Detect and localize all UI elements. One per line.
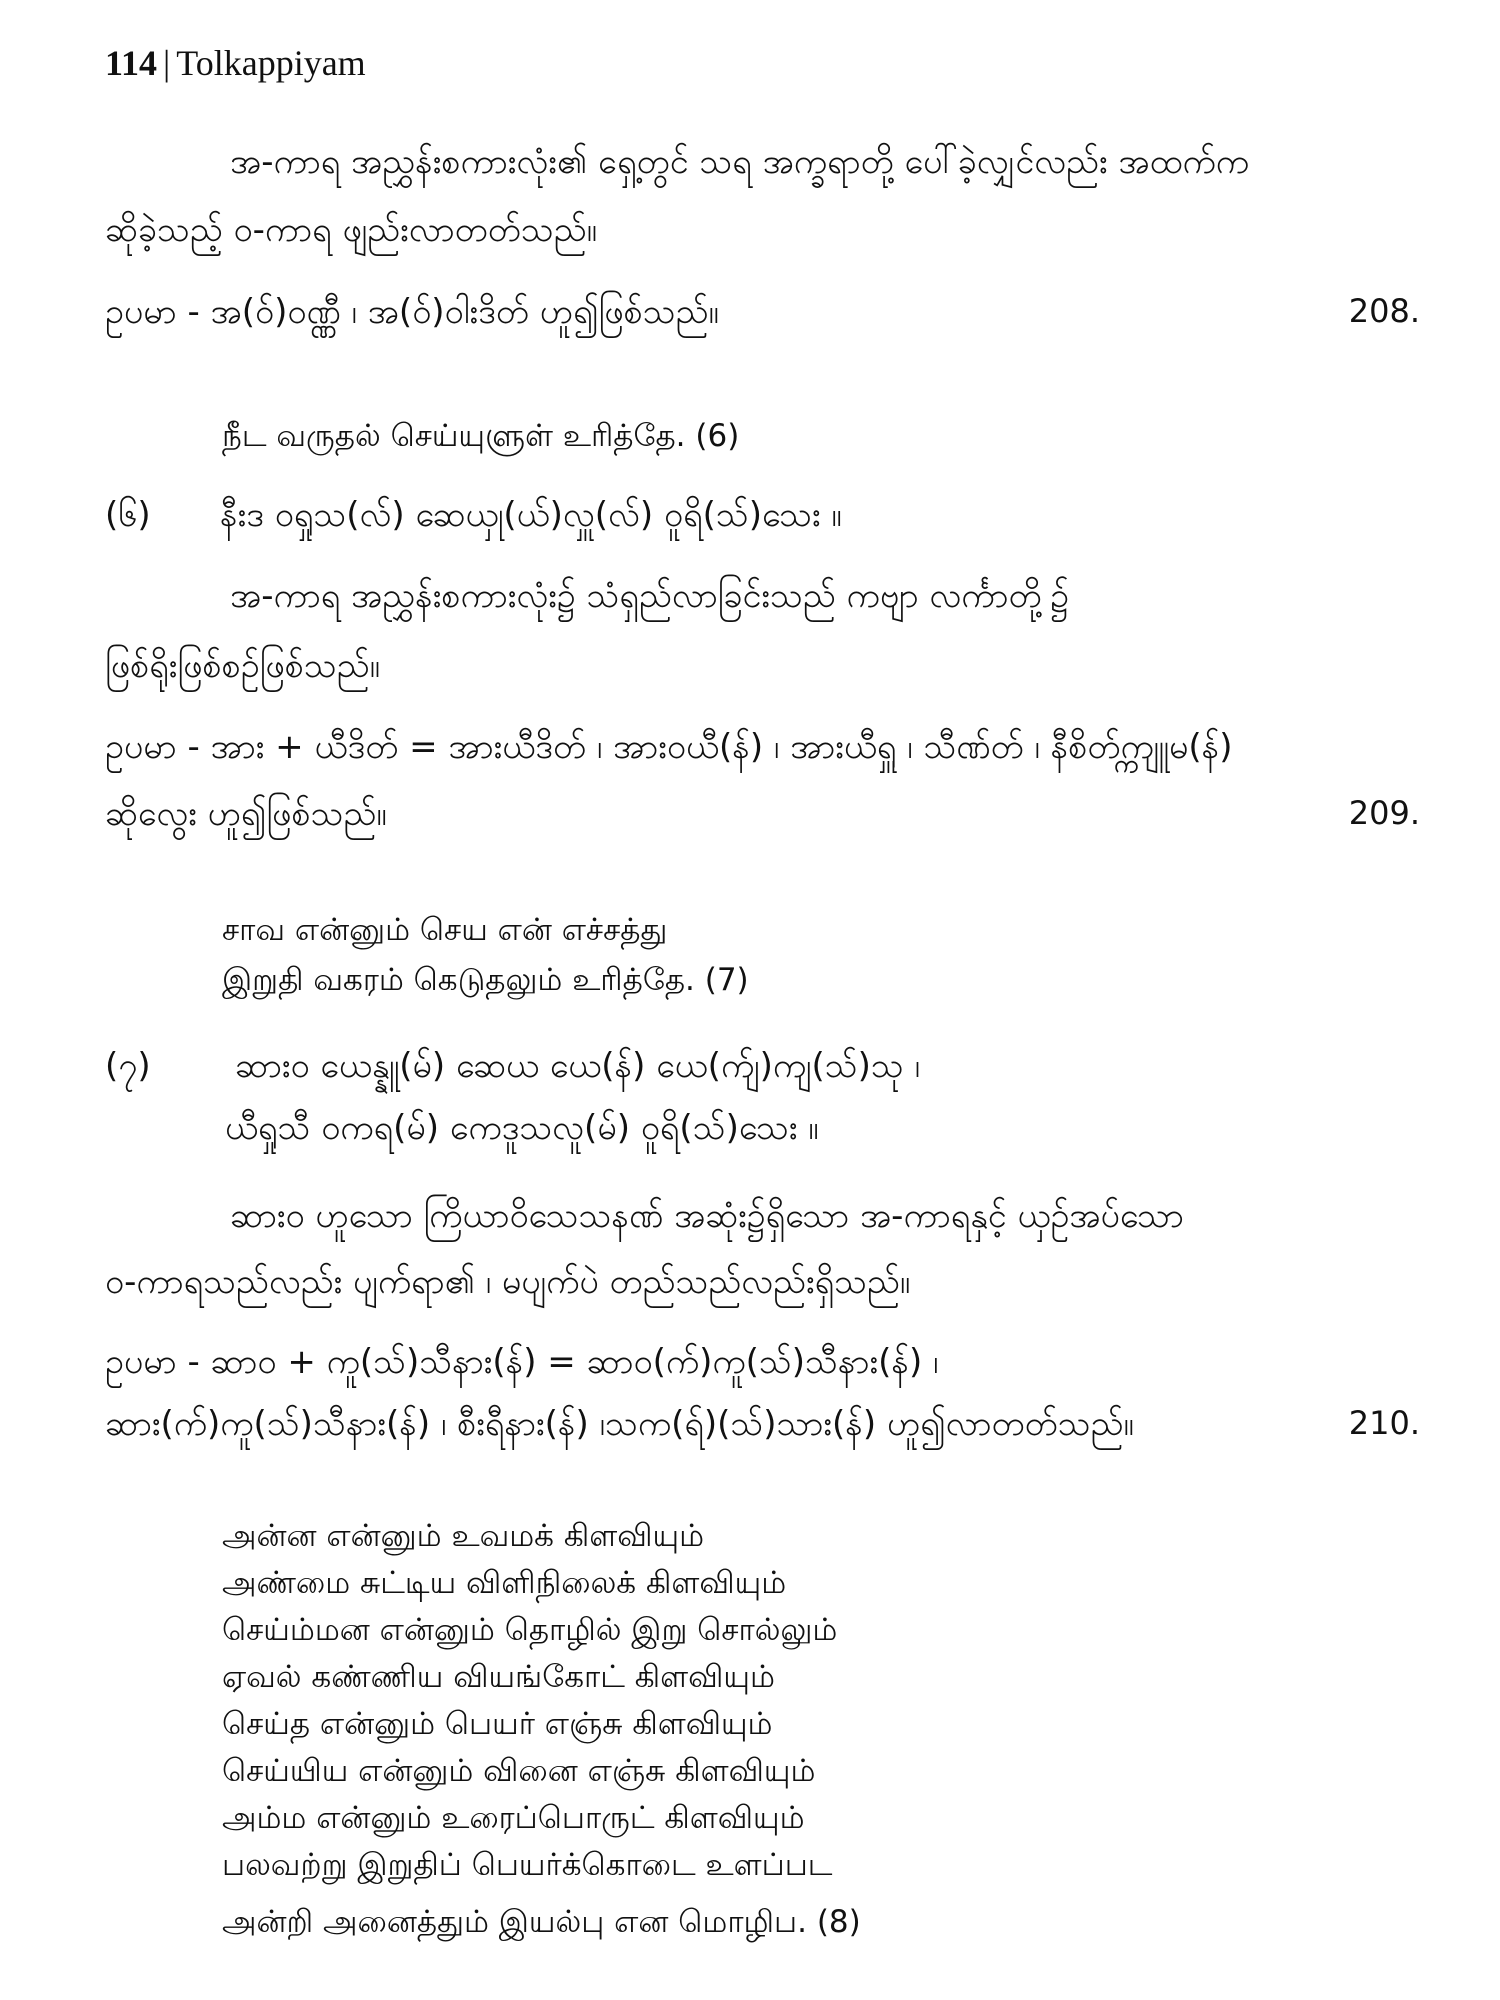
example-line: ဥပမာ - အား + ယီဒိတ် = အားယီဒိတ် ၊ အားဝယီ(န်) ၊ အားယီရှူ ၊ သီဏ်တ် ၊ နီစိတ်က္ကျူမ(န်) (105, 727, 1233, 767)
tamil-verse-line: பலவற்று இறுதிப் பெயர்க்கொடை உளப்பட (222, 1847, 833, 1883)
tamil-verse-line: அம்ம என்னும் உரைப்பொருட் கிளவியும் (222, 1800, 805, 1836)
paragraph-line: အ-ကာရ အညွှန်းစကားလုံး၌ သံရှည်လာခြင်းသည် ကဗျာ လင်္ကာတို့၌ (230, 576, 1070, 616)
page-header (105, 42, 366, 84)
tamil-verse-line: சாவ என்னும் செய என் எச்சத்து (222, 912, 668, 948)
paragraph-line: ဆိုခဲ့သည့် ဝ-ကာရ ဖျည်းလာတတ်သည်။ (105, 210, 597, 250)
transliteration-line: နီးဒ ဝရှုသ(လ်) ဆေယှု(ယ်)လှူ(လ်) ဝူရိ(သ်)သေး ။ (220, 495, 842, 535)
verse-number: 209. (1348, 794, 1420, 832)
example-line: ဥပမာ - ဆာ၀ + ကူ(သ်)သီနား(န်) = ဆာ၀(က်)ကူ(သ်)သီနား(န်) ၊ (105, 1342, 939, 1382)
verse-number: 210. (1348, 1404, 1420, 1442)
tamil-verse-line: ஏவல் கண்ணிய வியங்கோட் கிளவியும் (222, 1659, 775, 1695)
tamil-verse-line: நீட வருதல் செய்யுளுள் உரித்தே. (6) (222, 418, 740, 454)
tamil-verse-line: அன்றி அனைத்தும் இயல்பு என மொழிப. (8) (222, 1904, 861, 1940)
transliteration-line: ယီရှုသီ ဝကရ(မ်) ကေဒူသလူ(မ်) ဝူရိ(သ်)သေး ။ (225, 1108, 819, 1148)
example-line: ဆား(က်)ကူ(သ်)သီနား(န်) ၊ စီးရီနား(န်) ၊သက(ရ်)(သ်)သား(န်) ဟူ၍လာတတ်သည်။ (105, 1404, 1134, 1444)
tamil-verse-line: செய்த என்னும் பெயர் எஞ்சு கிளவியும் (222, 1706, 773, 1742)
verse-number-burmese: (၆) (105, 495, 151, 535)
transliteration-line: ဆား၀ ယေန္နူ(မ်) ဆေယ ယေ(န်) ယေ(က်ျ)ကျ(သ်)သု ၊ (235, 1046, 920, 1086)
paragraph-line: ဝ-ကာရသည်လည်း ပျက်ရာ၏ ၊ မပျက်ပဲ တည်သည်လည်းရှိသည်။ (105, 1262, 911, 1302)
paragraph-line: ဖြစ်ရိုးဖြစ်စဉ်ဖြစ်သည်။ (105, 646, 380, 686)
example-line: ဥပမာ - အ(ဝ်)ဝဏ္ဏီ ၊ အ(ဝ်)ဝါးဒိတ် ဟူ၍ဖြစ်သည်။ (105, 292, 719, 332)
tamil-verse-line: இறுதி வகரம் கெடுதலும் உரித்தே. (7) (222, 962, 749, 998)
example-line: ဆိုလွေး ဟူ၍ဖြစ်သည်။ (105, 794, 387, 834)
page-number: 114 (105, 43, 158, 83)
verse-number-burmese: (၇) (105, 1046, 151, 1086)
book-title: Tolkappiyam (176, 43, 366, 83)
tamil-verse-line: செய்யிய என்னும் வினை எஞ்சு கிளவியும் (222, 1753, 816, 1789)
paragraph-line: အ-ကာရ အညွှန်းစကားလုံး၏ ရှေ့တွင် သရ အက္ခရာတို့ ပေါ်ခဲ့လျှင်လည်း အထက်က (230, 142, 1250, 182)
verse-number: 208. (1348, 292, 1420, 330)
tamil-verse-line: அன்ன என்னும் உவமக் கிளவியும் (222, 1518, 705, 1554)
header-separator: | (163, 43, 171, 83)
tamil-verse-line: செய்ம்மன என்னும் தொழில் இறு சொல்லும் (222, 1612, 838, 1648)
paragraph-line: ဆား၀ ဟူသော ကြိယာဝိသေသနဏ် အဆုံး၌ရှိသော အ-ကာရနှင့် ယှဉ်အပ်သော (230, 1196, 1184, 1236)
tamil-verse-line: அண்மை சுட்டிய விளிநிலைக் கிளவியும் (222, 1565, 787, 1601)
